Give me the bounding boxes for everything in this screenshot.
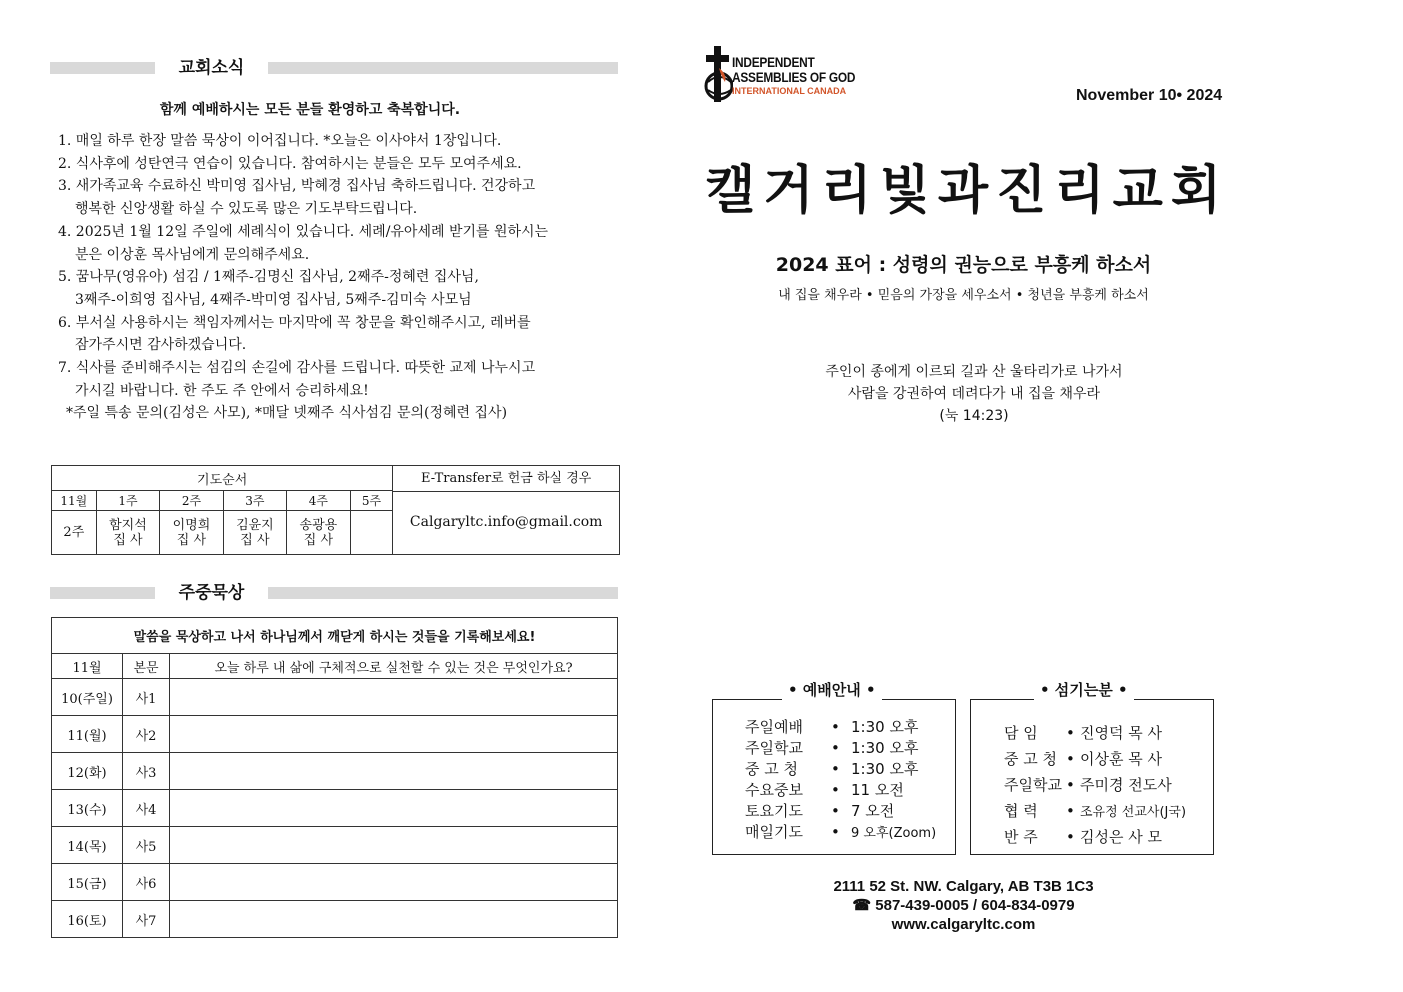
news-item: 3. 새가족교육 수료하신 박미영 집사님, 박혜경 집사님 축하드립니다. 건강하고: [58, 178, 536, 195]
news-item: 6. 부서실 사용하시는 책임자께서는 마지막에 꼭 창문을 확인해주시고, 레버를: [58, 314, 531, 331]
answer-cell[interactable]: [170, 864, 618, 901]
answer-cell[interactable]: [170, 827, 618, 864]
header-bar-right: [268, 587, 618, 599]
text-cell: 사1: [123, 679, 170, 716]
servant-item: 중 고 청 • 이상훈 목 사: [1004, 746, 1186, 772]
worship-item: 주일예배 • 1:30 오후: [745, 718, 919, 736]
logo-text: [732, 55, 855, 85]
text-cell: 사7: [123, 901, 170, 938]
worship-item: 매일기도 • 9 오후(Zoom): [745, 823, 937, 841]
col-text: 본문: [123, 654, 170, 679]
worship-time: 1:30 오후: [851, 718, 919, 736]
news-item: 2. 식사후에 성탄연극 연습이 있습니다. 참여하시는 분들은 모두 모여주세요.: [58, 155, 522, 172]
header-bar-left: [50, 587, 155, 599]
prayer-name: 김윤지: [236, 517, 274, 533]
worship-name: 주일학교: [745, 739, 803, 757]
meditation-table: [51, 617, 618, 938]
prayer-name: 송광용: [299, 517, 338, 533]
day-cell: 12(화): [52, 753, 123, 790]
week-header: 2주: [160, 491, 223, 511]
news-note: *주일 특송 문의(김성은 사모), *매달 넷째주 식사섬김 문의(정혜련 집사): [66, 405, 508, 422]
day-cell: 16(토): [52, 901, 123, 938]
week-header: 5주: [350, 491, 393, 511]
prayer-name: 이명희: [172, 517, 211, 533]
verse-ref: (눅 14:23): [939, 408, 1009, 424]
answer-cell[interactable]: [170, 716, 618, 753]
header-bar-right: [268, 62, 618, 74]
prayer-cell: [350, 511, 393, 555]
servants-list: [1004, 720, 1186, 850]
prayer-role: 집 사: [176, 532, 207, 548]
week-header: 4주: [287, 491, 350, 511]
worship-list: [745, 717, 936, 843]
answer-cell[interactable]: [170, 790, 618, 827]
news-item: 4. 2025년 1월 12일 주일에 세례식이 있습니다. 세례/유아세례 받기를 원하시는: [58, 223, 549, 240]
prayer-role: 집 사: [113, 532, 143, 548]
worship-name: 중 고 청: [745, 760, 799, 778]
header-bar-left: [50, 62, 155, 74]
servant-item: 담 임 • 진영덕 목 사: [1004, 720, 1186, 746]
motto-main: 2024 표어 : 성령의 권능으로 부흥케 하소서: [775, 254, 1152, 276]
logo-subtext: INTERNATIONAL CANADA: [732, 86, 847, 96]
news-item-cont: 가시길 바랍니다. 한 주도 주 안에서 승리하세요!: [75, 382, 369, 399]
meditation-header: 말씀을 묵상하고 나서 하나님께서 깨닫게 하시는 것들을 기록해보세요!: [52, 618, 618, 654]
worship-item: 중 고 청 • 1:30 오후: [745, 760, 919, 778]
etransfer-email: Calgaryltc.info@gmail.com: [409, 514, 603, 530]
day-cell: 11(월): [52, 716, 123, 753]
news-section-header: [50, 57, 618, 79]
prayer-row-label: 2주: [52, 511, 97, 555]
news-item: 1. 매일 하루 한장 말씀 묵상이 이어집니다. *오늘은 이사야서 1장입니다.: [58, 133, 502, 149]
text-cell: 사5: [123, 827, 170, 864]
worship-item: 토요기도 • 7 오전: [745, 802, 895, 820]
worship-title: • 예배안내 •: [782, 679, 882, 719]
prayer-cell: [160, 511, 223, 555]
col-question: 오늘 하루 내 삶에 구체적으로 실천할 수 있는 것은 무엇인가요?: [170, 654, 618, 679]
worship-time: 11 오전: [851, 781, 904, 799]
day-cell: 15(금): [52, 864, 123, 901]
news-list: [58, 130, 633, 425]
worship-item: 주일학교 • 1:30 오후: [745, 739, 919, 757]
aog-logo-icon: [703, 46, 733, 104]
servant-name: 주미경 전도사: [1080, 776, 1172, 794]
servant-role: 중 고 청: [1004, 750, 1058, 768]
servant-role: 주일학교: [1004, 776, 1062, 794]
week-header: 1주: [96, 491, 159, 511]
prayer-name: 함지석: [109, 517, 147, 533]
servant-item: 반 주 • 김성은 사 모: [1004, 824, 1186, 850]
news-item-cont: 잠가주시면 감사하겠습니다.: [75, 337, 247, 354]
meditation-section-header: [50, 582, 618, 604]
bulletin-date: November 10• 2024: [1076, 87, 1223, 104]
verse-line: 주인이 종에게 이르되 길과 산 울타리가로 나가서: [825, 364, 1123, 380]
verse-line: 사람을 강권하여 데려다가 내 집을 채우라: [847, 386, 1101, 402]
news-item-cont: 3째주-이희영 집사님, 4째주-박미영 집사님, 5째주-김미숙 사모님: [75, 291, 472, 308]
text-cell: 사2: [123, 716, 170, 753]
worship-time: 9 오후(Zoom): [851, 826, 937, 841]
day-cell: 10(주일): [52, 679, 123, 716]
servant-name: 이상훈 목 사: [1080, 750, 1162, 768]
text-cell: 사3: [123, 753, 170, 790]
servant-item: 협 력 • 조유정 선교사(J국): [1004, 798, 1186, 824]
address: 2111 52 St. NW. Calgary, AB T3B 1C3: [833, 878, 1094, 895]
servant-role: 반 주: [1004, 828, 1038, 846]
col-month: 11월: [52, 654, 123, 679]
news-item: 5. 꿈나무(영유아) 섬김 / 1째주-김명신 집사님, 2째주-정혜련 집사님,: [58, 269, 479, 286]
prayer-table: [51, 465, 620, 555]
news-item-cont: 행복한 신앙생활 하실 수 있도록 많은 기도부탁드립니다.: [75, 201, 418, 218]
answer-cell[interactable]: [170, 679, 618, 716]
answer-cell[interactable]: [170, 901, 618, 938]
worship-time: 7 오전: [851, 802, 895, 820]
worship-name: 매일기도: [745, 823, 803, 841]
text-cell: 사4: [123, 790, 170, 827]
week-header: 3주: [223, 491, 286, 511]
prayer-role: 집 사: [240, 532, 270, 548]
logo-line: ASSEMBLIES OF GOD: [732, 69, 856, 85]
etransfer-cell: [393, 466, 620, 555]
website-link[interactable]: www.calgaryltc.com: [891, 916, 1036, 933]
bible-verse: [760, 361, 1188, 427]
news-item: 7. 식사를 준비해주시는 섬김의 손길에 감사를 드립니다. 따뜻한 교제 나누시고: [58, 360, 536, 377]
servants-title: • 섬기는분 •: [1034, 679, 1134, 719]
prayer-cell: [96, 511, 159, 555]
news-title: 교회소식: [178, 58, 245, 78]
prayer-cell: [287, 511, 350, 555]
church-name: 캘거리빛과진리교회: [705, 161, 1230, 221]
servant-role: 담 임: [1004, 724, 1038, 742]
contact-info: [700, 877, 1227, 934]
worship-name: 토요기도: [745, 802, 803, 820]
phone: ☎ 587-439-0005 / 604-834-0979: [852, 897, 1075, 914]
worship-time: 1:30 오후: [851, 760, 919, 778]
worship-name: 수요중보: [745, 781, 803, 799]
day-cell: 13(수): [52, 790, 123, 827]
prayer-title: 기도순서: [52, 466, 393, 491]
welcome-message: 함께 예배하시는 모든 분들 환영하고 축복합니다.: [159, 102, 461, 118]
servant-name: 김성은 사 모: [1080, 828, 1162, 846]
day-cell: 14(목): [52, 827, 123, 864]
servant-name: 진영덕 목 사: [1080, 724, 1162, 742]
servant-name: 조유정 선교사(J국): [1080, 805, 1187, 820]
news-item-cont: 분은 이상훈 목사님에게 문의해주세요.: [75, 246, 310, 263]
logo-line: INDEPENDENT: [732, 54, 815, 70]
servant-item: 주일학교 • 주미경 전도사: [1004, 772, 1186, 798]
worship-name: 주일예배: [745, 718, 803, 736]
prayer-role: 집 사: [303, 532, 334, 548]
etransfer-title: E-Transfer로 헌금 하실 경우: [393, 466, 619, 492]
worship-item: 수요중보 • 11 오전: [745, 781, 904, 799]
servant-role: 협 력: [1004, 802, 1038, 820]
answer-cell[interactable]: [170, 753, 618, 790]
prayer-month: 11월: [52, 491, 97, 511]
motto-sub: 내 집을 채우라 • 믿음의 가장을 세우소서 • 청년을 부흥케 하소서: [778, 288, 1149, 303]
worship-time: 1:30 오후: [851, 739, 919, 757]
meditation-title: 주중묵상: [178, 583, 245, 603]
text-cell: 사6: [123, 864, 170, 901]
prayer-cell: [223, 511, 286, 555]
